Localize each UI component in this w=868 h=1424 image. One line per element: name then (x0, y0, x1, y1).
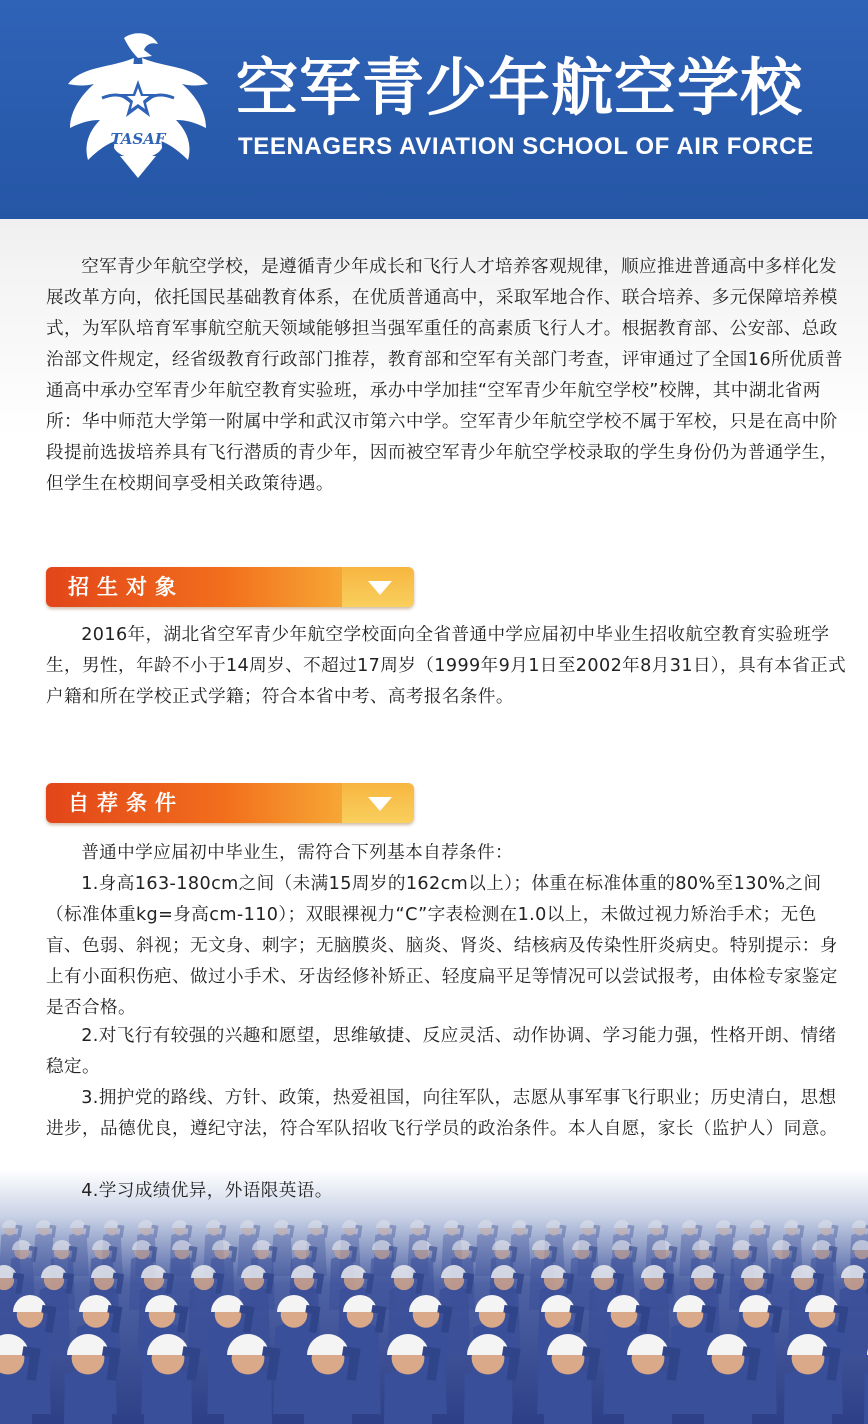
section-title: 自荐条件 (68, 790, 184, 815)
triangle-down-icon (368, 581, 392, 595)
section-title: 招生对象 (68, 574, 184, 599)
eagle-star-logo (62, 28, 214, 184)
conditions-lead: 普通中学应届初中毕业生，需符合下列基本自荐条件： (81, 843, 514, 863)
intro-paragraph: 空军青少年航空学校，是遵循青少年成长和飞行人才培养客观规律，顺应推进普通高中多样化发展改革方向，依托国民基础教育体系，在优质普通高中，采取军地合作、联合培养、多元保障培养模式，为军队培育军事航空航天领域能够担当强军重任的高素质飞行人才。根据教育部、公安部、总政治部文件规定，经省级教育行政部门推荐，教育部和空军有关部门考查，评审通过了全国16所优质普通高中承办空军青少年航空教育实验班，承办中学加挂“空军青少年航空学校”校牌，其中湖北省两所：华中师范大学第一附属中学和武汉市第六中学。空军青少年航空学校不属于军校，只是在高中阶段提前选拔培养具有飞行潜质的青少年，因而被空军青少年航空学校录取的学生身份仍为普通学生，但学生在校期间享受相关政策待遇。 (46, 257, 843, 494)
triangle-down-icon (368, 797, 392, 811)
section-header-self-recommend-conditions (46, 783, 414, 823)
condition-item-1: 1.身高163-180cm之间（未满15周岁的162cm以上）；体重在标准体重的80%至130%之间（标准体重kg=身高cm-110）；双眼裸视力“C”字表检测在1.0以上，未做过视力矫治手术；无色盲、色弱、斜视；无文身、刺字；无脑膜炎、脑炎、肾炎、结核病及传染性肝炎病史。特别提示：身上有小面积伤疤、做过小手术、牙齿经修补矫正、轻度扁平足等情况可以尝试报考，由体检专家鉴定是否合格。 (46, 874, 838, 1018)
logo-text: TASAF (110, 130, 166, 148)
enrollment-target-paragraph: 2016年，湖北省空军青少年航空学校面向全省普通中学应届初中毕业生招收航空教育实验班学生，男性，年龄不小于14周岁、不超过17周岁（1999年9月1日至2002年8月31日），具有本省正式户籍和所在学校正式学籍；符合本省中考、高考报名条件。 (46, 625, 847, 707)
section-header-enrollment-target (46, 567, 414, 607)
eagle-icon (62, 28, 214, 184)
saluting-cadets-image (0, 1170, 868, 1424)
school-title-cn: 空军青少年航空学校 (236, 51, 804, 124)
condition-item-2: 2.对飞行有较强的兴趣和愿望，思维敏捷、反应灵活、动作协调、学习能力强，性格开朗、情绪稳定。 (46, 1026, 837, 1077)
condition-item-4: 4.学习成绩优异，外语限英语。 (81, 1181, 333, 1201)
condition-item-3: 3.拥护党的路线、方针、政策，热爱祖国，向往军队，志愿从事军事飞行职业；历史清白，思想进步，品德优良，遵纪守法，符合军队招收飞行学员的政治条件。本人自愿，家长（监护人）同意。 (46, 1088, 838, 1139)
header-banner (0, 0, 868, 219)
school-title-en: TEENAGERS AVIATION SCHOOL OF AIR FORCE (238, 133, 814, 160)
cadet-formation-illustration (0, 1170, 868, 1424)
